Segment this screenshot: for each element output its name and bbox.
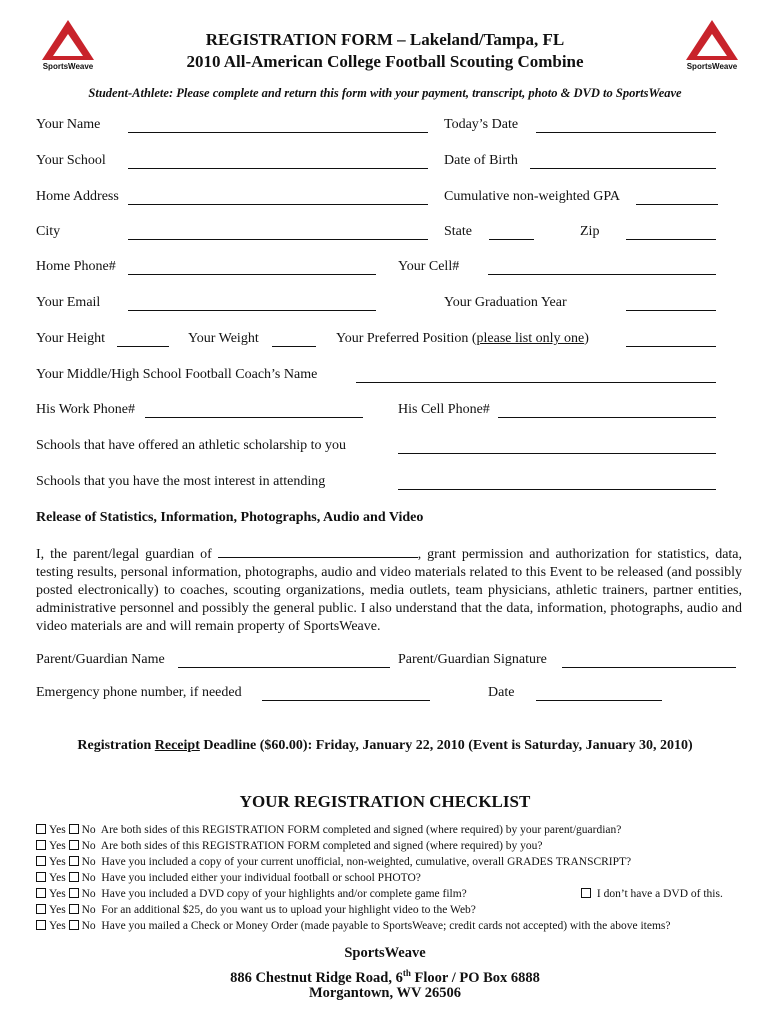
yes-label: Yes	[49, 904, 66, 916]
no-label: No	[81, 840, 96, 852]
your-cell-field[interactable]	[488, 274, 716, 275]
checklist-question: Are both sides of this REGISTRATION FORM completed and signed (where required) by you?	[100, 840, 543, 852]
guardian-name-field[interactable]	[178, 667, 390, 668]
home-phone-field[interactable]	[128, 274, 376, 275]
footer-name: SportsWeave	[344, 945, 426, 961]
schools-offered-label: Schools that have offered an athletic scholarship to you	[36, 438, 346, 453]
no-label: No	[81, 824, 96, 836]
your-height-label: Your Height	[36, 331, 105, 346]
logo-text: SportsWeave	[686, 62, 738, 71]
date-of-birth-label: Date of Birth	[444, 153, 518, 168]
date-of-birth-field[interactable]	[530, 168, 716, 169]
yes-checkbox[interactable]	[36, 888, 46, 898]
footer-city: Morgantown, WV 26506	[308, 985, 462, 1001]
release-heading: Release of Statistics, Information, Photographs, Audio and Video	[36, 510, 424, 525]
home-phone-label: Home Phone#	[36, 259, 116, 274]
your-weight-label: Your Weight	[188, 331, 259, 346]
instructions: Student-Athlete: Please complete and return this form with your payment, transcript, photo & DVD to SportsWeave	[88, 86, 682, 100]
checklist-item	[36, 856, 736, 868]
work-phone-field[interactable]	[145, 417, 363, 418]
your-cell-label: Your Cell#	[398, 259, 460, 274]
cell-phone-field[interactable]	[498, 417, 716, 418]
todays-date-label: Today’s Date	[444, 117, 519, 132]
no-label: No	[81, 872, 96, 884]
no-checkbox[interactable]	[69, 872, 79, 882]
yes-checkbox[interactable]	[36, 824, 46, 834]
no-checkbox[interactable]	[69, 824, 79, 834]
preferred-position-field[interactable]	[626, 346, 716, 347]
checklist-item	[36, 888, 736, 900]
your-height-field[interactable]	[117, 346, 169, 347]
city-field[interactable]	[128, 239, 428, 240]
preferred-position-note: please list only one	[476, 331, 585, 346]
no-label: No	[81, 856, 96, 868]
release-date-field[interactable]	[536, 700, 662, 701]
coach-name-field[interactable]	[356, 382, 716, 383]
no-checkbox[interactable]	[69, 920, 79, 930]
checklist-question: Are both sides of this REGISTRATION FORM completed and signed (where required) by your parent/guardian?	[100, 824, 622, 836]
no-label: No	[81, 904, 96, 916]
emergency-phone-label: Emergency phone number, if needed	[36, 685, 242, 700]
your-name-label: Your Name	[36, 117, 101, 132]
graduation-year-field[interactable]	[626, 310, 716, 311]
yes-label: Yes	[49, 840, 66, 852]
zip-field[interactable]	[626, 239, 716, 240]
guardian-of-field[interactable]	[218, 545, 418, 558]
checklist-title: YOUR REGISTRATION CHECKLIST	[239, 792, 531, 811]
release-paragraph: I, the parent/legal guardian of , grant permission and authorization for statistics, data, testing results, personal information, photographs, audio and video materials related to this Event to be released (and possibly posted electronically) to coaches, scouting organizations, media outlets, team physicians, athletic trainers, partner entities, administrative personnel and possibly the general public. I also understand that the data, information, photographs, audio and video materials are and will remain property of SportsWeave.	[36, 547, 743, 634]
guardian-signature-field[interactable]	[562, 667, 736, 668]
no-checkbox[interactable]	[69, 888, 79, 898]
no-checkbox[interactable]	[69, 856, 79, 866]
release-date-label: Date	[488, 685, 515, 700]
yes-label: Yes	[49, 856, 66, 868]
city-label: City	[36, 224, 61, 239]
no-checkbox[interactable]	[69, 840, 79, 850]
your-name-field[interactable]	[128, 132, 428, 133]
checklist-question: Have you included either your individual football or school PHOTO?	[101, 872, 421, 884]
guardian-name-label: Parent/Guardian Name	[36, 652, 165, 667]
checklist-item	[36, 904, 736, 916]
gpa-field[interactable]	[636, 204, 718, 205]
form-title-line1: REGISTRATION FORM – Lakeland/Tampa, FL	[205, 30, 565, 49]
no-label: No	[81, 920, 96, 932]
yes-checkbox[interactable]	[36, 856, 46, 866]
coach-name-label: Your Middle/High School Football Coach’s Name	[36, 367, 318, 382]
your-school-label: Your School	[36, 153, 106, 168]
checklist-question: Have you included a copy of your current unofficial, non-weighted, cumulative, overall GRADES TRANSCRIPT?	[101, 856, 632, 868]
graduation-year-label: Your Graduation Year	[444, 295, 567, 310]
state-label: State	[444, 224, 472, 239]
checklist-question: Have you included a DVD copy of your highlights and/or complete game film?	[101, 888, 467, 900]
no-checkbox[interactable]	[69, 904, 79, 914]
checklist-item	[36, 824, 736, 836]
yes-label: Yes	[49, 872, 66, 884]
yes-label: Yes	[49, 888, 66, 900]
checklist-question: For an additional $25, do you want us to upload your highlight video to the Web?	[101, 904, 476, 916]
no-dvd-checkbox[interactable]	[581, 888, 591, 898]
logo-text: SportsWeave	[42, 62, 94, 71]
emergency-phone-field[interactable]	[262, 700, 430, 701]
yes-checkbox[interactable]	[36, 840, 46, 850]
yes-checkbox[interactable]	[36, 920, 46, 930]
registration-deadline: Registration Receipt Deadline ($60.00): Friday, January 22, 2010 (Event is Saturday, January 30, 2010)	[77, 738, 693, 753]
checklist-item	[36, 872, 736, 884]
yes-label: Yes	[49, 920, 66, 932]
your-weight-field[interactable]	[272, 346, 316, 347]
cell-phone-label: His Cell Phone#	[398, 402, 490, 417]
checklist-item	[36, 840, 736, 852]
schools-interest-field[interactable]	[398, 489, 716, 490]
home-address-label: Home Address	[36, 189, 119, 204]
schools-offered-field[interactable]	[398, 453, 716, 454]
todays-date-field[interactable]	[536, 132, 716, 133]
gpa-label: Cumulative non-weighted GPA	[444, 189, 621, 204]
yes-checkbox[interactable]	[36, 872, 46, 882]
your-email-label: Your Email	[36, 295, 101, 310]
form-title-line2: 2010 All-American College Football Scouting Combine	[186, 52, 584, 71]
no-dvd-option: I don’t have a DVD of this.	[581, 888, 723, 900]
yes-label: Yes	[49, 824, 66, 836]
your-email-field[interactable]	[128, 310, 376, 311]
guardian-signature-label: Parent/Guardian Signature	[398, 652, 547, 667]
state-field[interactable]	[489, 239, 534, 240]
no-label: No	[81, 888, 96, 900]
yes-checkbox[interactable]	[36, 904, 46, 914]
your-school-field[interactable]	[128, 168, 428, 169]
checklist-item	[36, 920, 736, 932]
checklist-question: Have you mailed a Check or Money Order (made payable to SportsWeave; credit cards not accepted) with the above items?	[101, 920, 671, 932]
footer-address: 886 Chestnut Ridge Road, 6th Floor / PO Box 6888	[230, 968, 540, 986]
home-address-field[interactable]	[128, 204, 428, 205]
preferred-position-label: Your Preferred Position (please list only one)	[336, 331, 589, 346]
work-phone-label: His Work Phone#	[36, 402, 135, 417]
zip-label: Zip	[580, 224, 600, 239]
schools-interest-label: Schools that you have the most interest in attending	[36, 474, 326, 489]
